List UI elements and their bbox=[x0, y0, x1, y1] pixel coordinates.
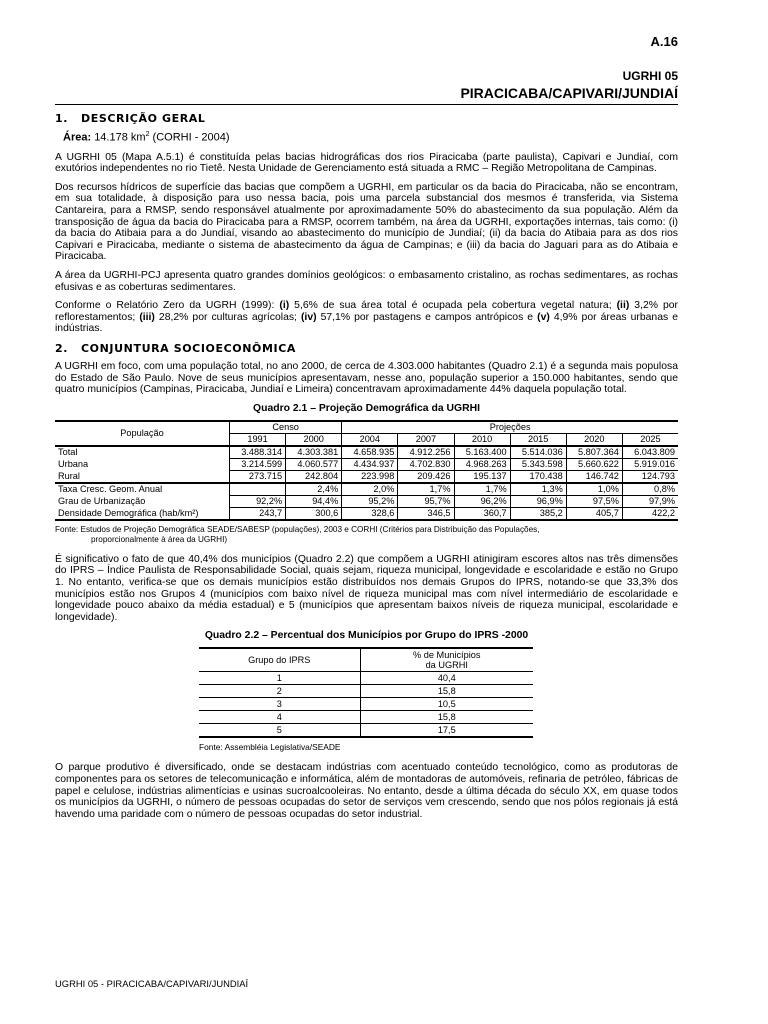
table-cell: 124.793 bbox=[622, 470, 678, 483]
grupo-header: Grupo do IPRS bbox=[199, 648, 360, 672]
table-row bbox=[55, 495, 678, 507]
table-cell: 5.163.400 bbox=[454, 446, 510, 459]
table-cell: 4.303.381 bbox=[286, 446, 342, 459]
table-cell: 1,3% bbox=[510, 483, 566, 496]
table-row bbox=[55, 470, 678, 483]
table-cell: 95,7% bbox=[398, 495, 454, 507]
pct-header bbox=[360, 648, 533, 672]
table-cell: 5.919.016 bbox=[622, 458, 678, 470]
ugrhi-label: UGRHI 05 bbox=[622, 69, 678, 83]
table-cell: 4.702.830 bbox=[398, 458, 454, 470]
table-cell: 94,4% bbox=[286, 495, 342, 507]
text-run-bold: (v) bbox=[537, 311, 550, 323]
section-1-number: 1. bbox=[55, 112, 69, 125]
projecoes-header: Projeções bbox=[342, 421, 678, 434]
paragraph: O parque produtivo é diversificado, onde se destacam indústrias com acentuado conteúdo tecnológico, como as produtoras de componentes para os setores de telecomunicação e informática, além de montadoras de automóveis, refinaria de petróleo, fábricas de papel e celulose, indústrias alimentícias e usinas sucroalcooleiras. No entanto, desde a última década do século XX, em quase todos os municípios da UGRHI, o número de pessoas ocupadas do setor de serviços vem crescendo, sendo que nos pólos regionais já está havendo uma paridade com o número de pessoas ocupadas do setor industrial. bbox=[55, 762, 678, 820]
text-run-bold: (iv) bbox=[300, 311, 317, 323]
text-run: 57,1% por pastagens e campos antrópicos e bbox=[316, 311, 538, 323]
table-cell: 95,2% bbox=[342, 495, 398, 507]
year-header: 2015 bbox=[510, 433, 566, 446]
text-run-bold: (i) bbox=[279, 300, 290, 312]
quadro-2-1-source bbox=[55, 525, 678, 545]
page-code: A.16 bbox=[650, 34, 678, 49]
pct-cell: 10,5 bbox=[360, 698, 533, 711]
iprs-group-table bbox=[199, 647, 533, 738]
text-run: 4,9% por áreas urbanas e indústrias. bbox=[55, 311, 678, 335]
table-cell: 4.912.256 bbox=[398, 446, 454, 459]
area-value: 14.178 km bbox=[94, 131, 146, 144]
table-cell: 4.658.935 bbox=[342, 446, 398, 459]
table-cell: 170.438 bbox=[510, 470, 566, 483]
text-run: Conforme o Relatório Zero da UGRH (1999): bbox=[55, 300, 280, 312]
table-cell: 346,5 bbox=[398, 507, 454, 520]
table-cell: 195.137 bbox=[454, 470, 510, 483]
page-footer: UGRHI 05 - PIRACICABA/CAPIVARI/JUNDIAÍ bbox=[55, 978, 249, 989]
table-cell: 0,8% bbox=[622, 483, 678, 496]
table-row bbox=[55, 483, 678, 496]
year-header: 2004 bbox=[342, 433, 398, 446]
text-run-bold: (ii) bbox=[616, 300, 630, 312]
table-cell bbox=[230, 483, 286, 496]
year-header: 2000 bbox=[286, 433, 342, 446]
grupo-cell: 1 bbox=[199, 672, 360, 685]
paragraph: A UGRHI em foco, com uma população total, no ano 2000, de cerca de 4.303.000 habitantes (Quadro 2.1) é a segunda mais populosa do Estado de São Paulo. Nove de seus municípios apresentavam, nesse ano, população superior a 150.000 habitantes, sendo que quatro municípios (Campinas, Piracicaba, Jundiaí e Limeira) concentravam aproximadamente 44% daquela população total. bbox=[55, 360, 678, 396]
table-cell: 96,9% bbox=[510, 495, 566, 507]
pct-header-line: % de Municípios bbox=[413, 650, 481, 661]
table-header-row bbox=[199, 648, 533, 672]
source-line: proporcionalmente à área da UGRHI) bbox=[91, 534, 228, 544]
table-cell: 2,4% bbox=[286, 483, 342, 496]
year-header: 2007 bbox=[398, 433, 454, 446]
row-label: Taxa Cresc. Geom. Anual bbox=[55, 483, 230, 496]
paragraph: A UGRHI 05 (Mapa A.5.1) é constituída pelas bacias hidrográficas dos rios Piracicaba (parte paulista), Capivari e Jundiaí, com exutórios independentes no rio Tietê. Nesta Unidade de Gerenciamento está situada a RMC – Região Metropolitana de Campinas. bbox=[55, 151, 678, 175]
pct-cell: 40,4 bbox=[360, 672, 533, 685]
text-run: 3,2% por reflorestamentos; bbox=[55, 300, 678, 323]
row-label: Rural bbox=[58, 470, 80, 481]
table-cell: 6.043.809 bbox=[622, 446, 678, 459]
table-cell: 360,7 bbox=[454, 507, 510, 520]
table-cell: 4.060.577 bbox=[286, 458, 342, 470]
section-2-heading bbox=[55, 342, 678, 355]
table-row bbox=[199, 672, 533, 685]
quadro-2-1-title: Quadro 2.1 – Projeção Demográfica da UGRHI bbox=[253, 402, 480, 414]
population-projection-table bbox=[55, 420, 678, 521]
year-header: 2020 bbox=[566, 433, 622, 446]
area-label: Área: bbox=[63, 131, 92, 144]
table-header-row bbox=[55, 421, 678, 434]
table-cell: 1,7% bbox=[454, 483, 510, 496]
table-row bbox=[199, 698, 533, 711]
source-line: Fonte: Estudos de Projeção Demográfica SEADE/SABESP (populações), 2003 e CORHI (Critérios para Distribuição das Populações, bbox=[55, 524, 540, 534]
table-cell: 4.434.937 bbox=[342, 458, 398, 470]
pct-header-line: da UGRHI bbox=[425, 660, 468, 671]
table-cell: 223.998 bbox=[342, 470, 398, 483]
table-cell: 273.715 bbox=[230, 470, 286, 483]
pct-cell: 17,5 bbox=[360, 724, 533, 738]
grupo-cell: 2 bbox=[199, 685, 360, 698]
pct-cell: 15,8 bbox=[360, 685, 533, 698]
section-2-title: CONJUNTURA SOCIOECONÔMICA bbox=[81, 341, 297, 355]
paragraph-land-use bbox=[55, 300, 678, 335]
section-1-heading bbox=[55, 112, 678, 125]
row-label: Total bbox=[55, 446, 230, 459]
table-row bbox=[199, 685, 533, 698]
table-cell: 146.742 bbox=[566, 470, 622, 483]
quadro-2-2-title: Quadro 2.2 – Percentual dos Municípios por Grupo do IPRS -2000 bbox=[204, 630, 529, 642]
paragraph: A área da UGRHI-PCJ apresenta quatro grandes domínios geológicos: o embasamento cristalino, as rochas sedimentares, as rochas efusivas e as coberturas sedimentares. bbox=[55, 270, 678, 293]
table-cell: 242.804 bbox=[286, 470, 342, 483]
quadro-2-2-source: Fonte: Assembléia Legislativa/SEADE bbox=[199, 742, 341, 753]
table-cell: 3.488.314 bbox=[230, 446, 286, 459]
table-cell: 5.343.598 bbox=[510, 458, 566, 470]
table-cell: 4.968.263 bbox=[454, 458, 510, 470]
grupo-cell: 5 bbox=[199, 724, 360, 738]
table-cell: 300,6 bbox=[286, 507, 342, 520]
table-cell: 405,7 bbox=[566, 507, 622, 520]
table-cell: 1,0% bbox=[566, 483, 622, 496]
text-run: 5,6% de sua área total é ocupada pela cobertura vegetal natura; bbox=[289, 300, 617, 312]
row-label: Grau de Urbanização bbox=[58, 495, 146, 506]
year-header: 2010 bbox=[454, 433, 510, 446]
population-header: População bbox=[55, 421, 230, 446]
table-cell: 97,9% bbox=[622, 495, 678, 507]
section-2-number: 2. bbox=[55, 341, 69, 355]
table-row bbox=[55, 446, 678, 459]
censo-header: Censo bbox=[230, 421, 342, 434]
table-cell: 96,2% bbox=[454, 495, 510, 507]
table-cell: 3.214.599 bbox=[230, 458, 286, 470]
table-row bbox=[199, 711, 533, 724]
table-cell: 97,5% bbox=[566, 495, 622, 507]
text-run-bold: (iii) bbox=[139, 311, 155, 323]
row-label: Urbana bbox=[58, 458, 89, 469]
text-run: 28,2% por culturas agrícolas; bbox=[154, 311, 301, 323]
paragraph: É significativo o fato de que 40,4% dos municípios (Quadro 2.2) que compõem a UGRHI atinigiram escores altos nas três dimensões do IPRS – Índice Paulista de Responsabilidade Social, quais sejam, riqueza municipal, longevidade e escolaridade e estão no Grupo 1. No entanto, verifica-se que os demais municípios estão distribuídos nos demais Grupos do IPRS, notando-se que 33,3% dos municípios estão nos Grupos 4 (municípios com baixo nível de riqueza municipal mas com nível intermediário de escolaridade e longevidade pouco abaixo da média estadual) e 5 (municípios que apresentam baixos níveis de riqueza municipal, escolaridade e longevidade). bbox=[55, 553, 678, 623]
table-row bbox=[199, 724, 533, 738]
area-source: (CORHI - 2004) bbox=[149, 131, 230, 144]
table-cell: 5.807.364 bbox=[566, 446, 622, 459]
table-cell: 422,2 bbox=[622, 507, 678, 520]
table-cell: 5.660.622 bbox=[566, 458, 622, 470]
table-row bbox=[55, 458, 678, 470]
table-cell: 2,0% bbox=[342, 483, 398, 496]
year-header: 1991 bbox=[230, 433, 286, 446]
table-cell: 243,7 bbox=[230, 507, 286, 520]
paragraph: Dos recursos hídricos de superfície das bacias que compõem a UGRHI, em particular os da bacia do Piracicaba, não se encontram, em sua totalidade, à disposição para uso nessa bacia, pois uma parcela substancial dos mesmos é transferida, via Sistema Cantareira, para a RMSP, sendo responsável atualmente por aproximadamente 50% do abastecimento da sua população. Além da transposição de água da bacia do Piracicaba para a RMSP, ocorrem também, na área da UGRHI, exportações internas, tais como: (i) da bacia do Atibaia para a do Jundiaí, visando ao abastecimento do município de Jundiaí; (ii) da bacia do Atibaia para as dos rios Capivari e Piracicaba, mediante o sistema de abastecimento da água de Campinas; e (iii) da bacia do Jaguari para as do Atibaia e Piracicaba. bbox=[55, 181, 678, 263]
table-cell: 328,6 bbox=[342, 507, 398, 520]
table-cell: 209.426 bbox=[398, 470, 454, 483]
pct-cell: 15,8 bbox=[360, 711, 533, 724]
document-page bbox=[55, 30, 678, 827]
year-header: 2025 bbox=[622, 433, 678, 446]
table-cell: 92,2% bbox=[230, 495, 286, 507]
table-cell: 5.514.036 bbox=[510, 446, 566, 459]
section-1-title: DESCRIÇÃO GERAL bbox=[81, 112, 206, 125]
grupo-cell: 3 bbox=[199, 698, 360, 711]
table-cell: 385,2 bbox=[510, 507, 566, 520]
area-line bbox=[63, 131, 678, 144]
page-title: PIRACICABA/CAPIVARI/JUNDIAÍ bbox=[55, 85, 678, 105]
table-row bbox=[55, 507, 678, 520]
table-cell: 1,7% bbox=[398, 483, 454, 496]
row-label: Densidade Demográfica (hab/km²) bbox=[55, 507, 230, 520]
grupo-cell: 4 bbox=[199, 711, 360, 724]
area-sup: 2 bbox=[145, 131, 150, 138]
